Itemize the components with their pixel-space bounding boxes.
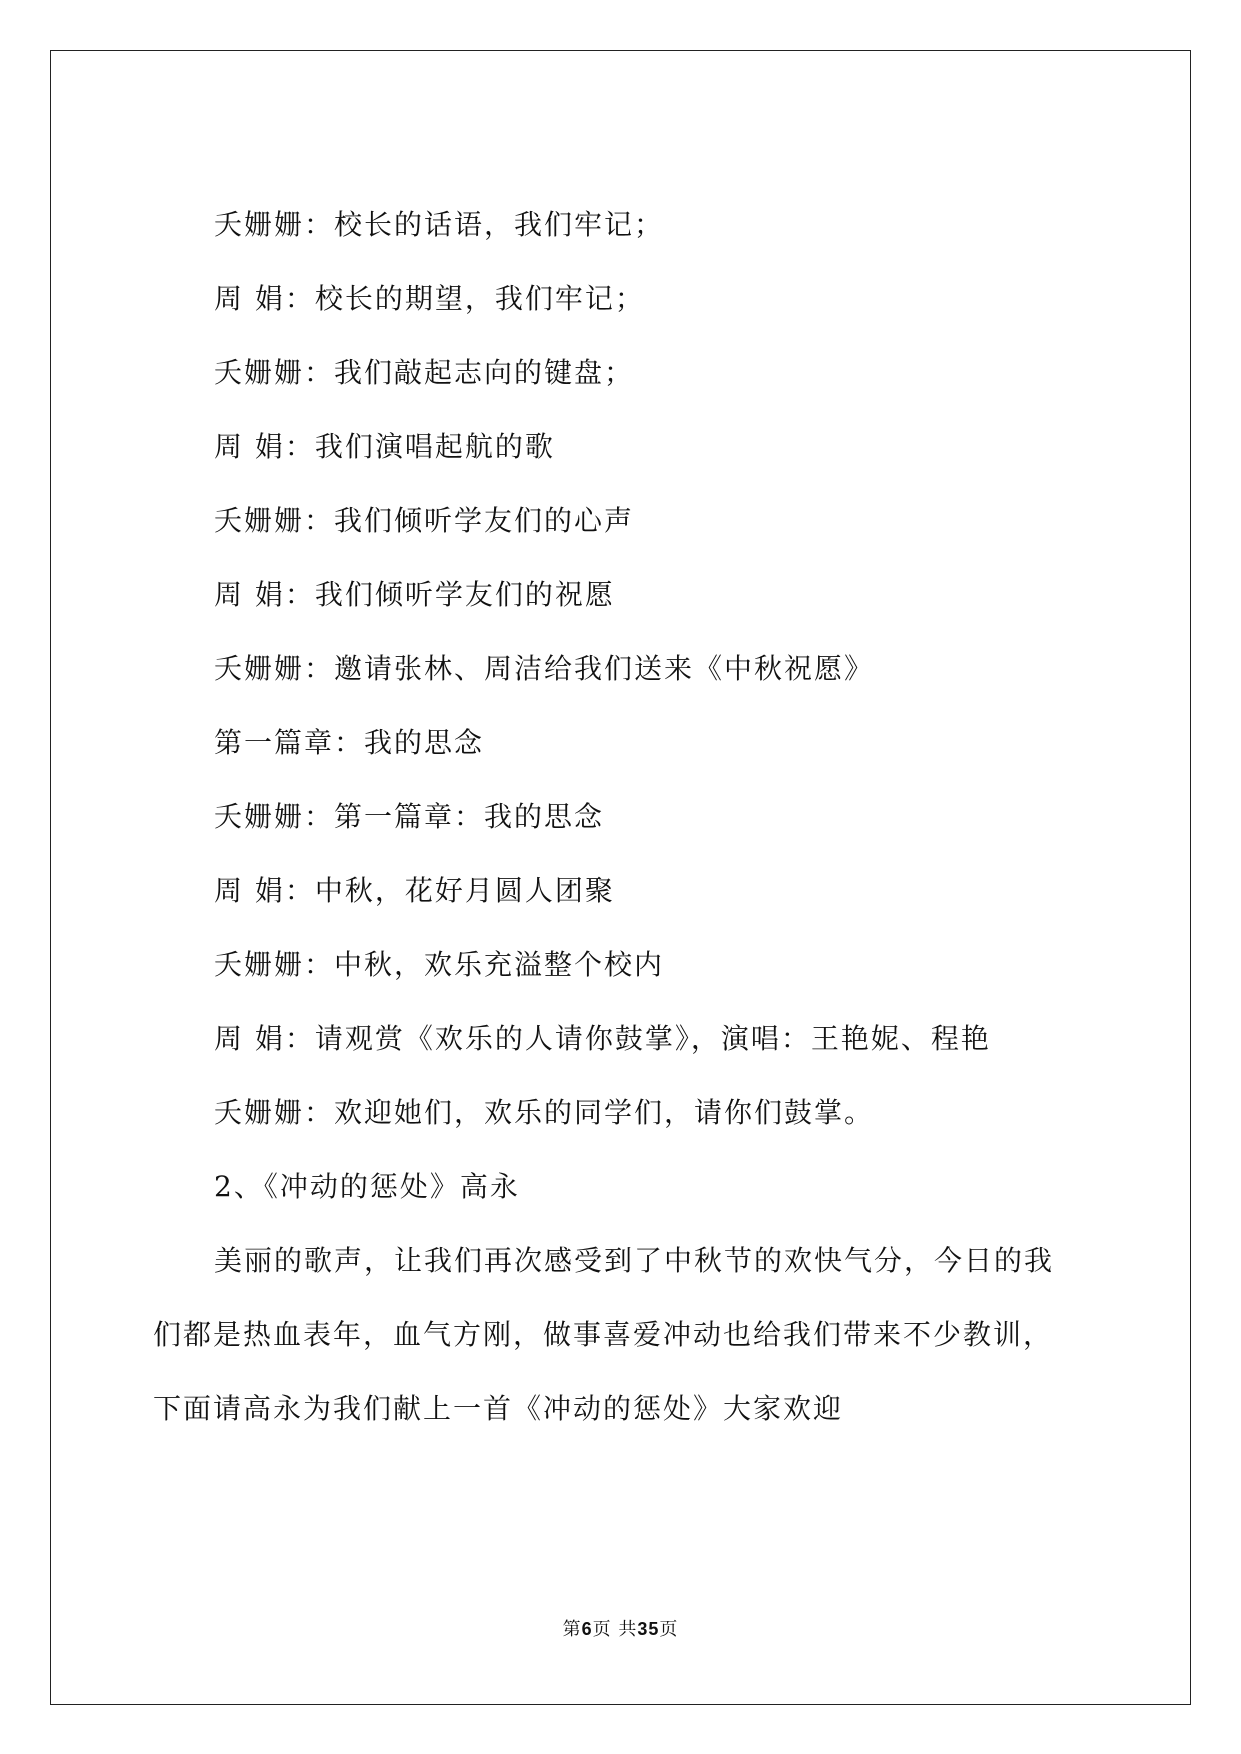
script-line: 周 娟：我们倾听学友们的祝愿 [214, 578, 615, 611]
script-line: 夭姗姗：邀请张林、周洁给我们送来《中秋祝愿》 [214, 652, 875, 685]
script-line: 夭姗姗：第一篇章：我的思念 [214, 800, 605, 833]
program-item: 2、《冲动的惩处》高永 [214, 1170, 520, 1203]
paragraph-line: 们都是热血表年，血气方刚，做事喜爱冲动也给我们带来不少教训， [153, 1318, 1054, 1351]
total-pages-number: 35 [637, 1619, 660, 1639]
page-content [51, 51, 1190, 1704]
script-line: 夭姗姗：我们倾听学友们的心声 [214, 504, 635, 537]
paragraph-line: 美丽的歌声，让我们再次感受到了中秋节的欢快气分，今日的我 [214, 1244, 1055, 1277]
script-line: 周 娟：校长的期望，我们牢记； [214, 282, 645, 315]
script-line: 周 娟：中秋，花好月圆人团聚 [214, 874, 615, 907]
script-line: 周 娟：我们演唱起航的歌 [214, 430, 555, 463]
script-line: 夭姗姗：我们敲起志向的键盘； [214, 356, 635, 389]
script-line: 周 娟：请观赏《欢乐的人请你鼓掌》，演唱：王艳妮、程艳 [214, 1022, 991, 1055]
footer-prefix: 第 [562, 1619, 582, 1640]
page-footer [51, 1617, 1190, 1642]
footer-mid: 页 共 [592, 1619, 638, 1640]
page-frame [50, 50, 1191, 1705]
script-line: 夭姗姗：校长的话语，我们牢记； [214, 208, 665, 241]
current-page-number: 6 [581, 1619, 593, 1639]
section-heading: 第一篇章：我的思念 [214, 726, 485, 759]
script-line: 夭姗姗：中秋，欢乐充溢整个校内 [214, 948, 665, 981]
script-line: 夭姗姗：欢迎她们，欢乐的同学们，请你们鼓掌。 [214, 1096, 875, 1129]
footer-suffix: 页 [659, 1619, 679, 1640]
paragraph-line: 下面请高永为我们献上一首《冲动的惩处》大家欢迎 [153, 1392, 844, 1425]
